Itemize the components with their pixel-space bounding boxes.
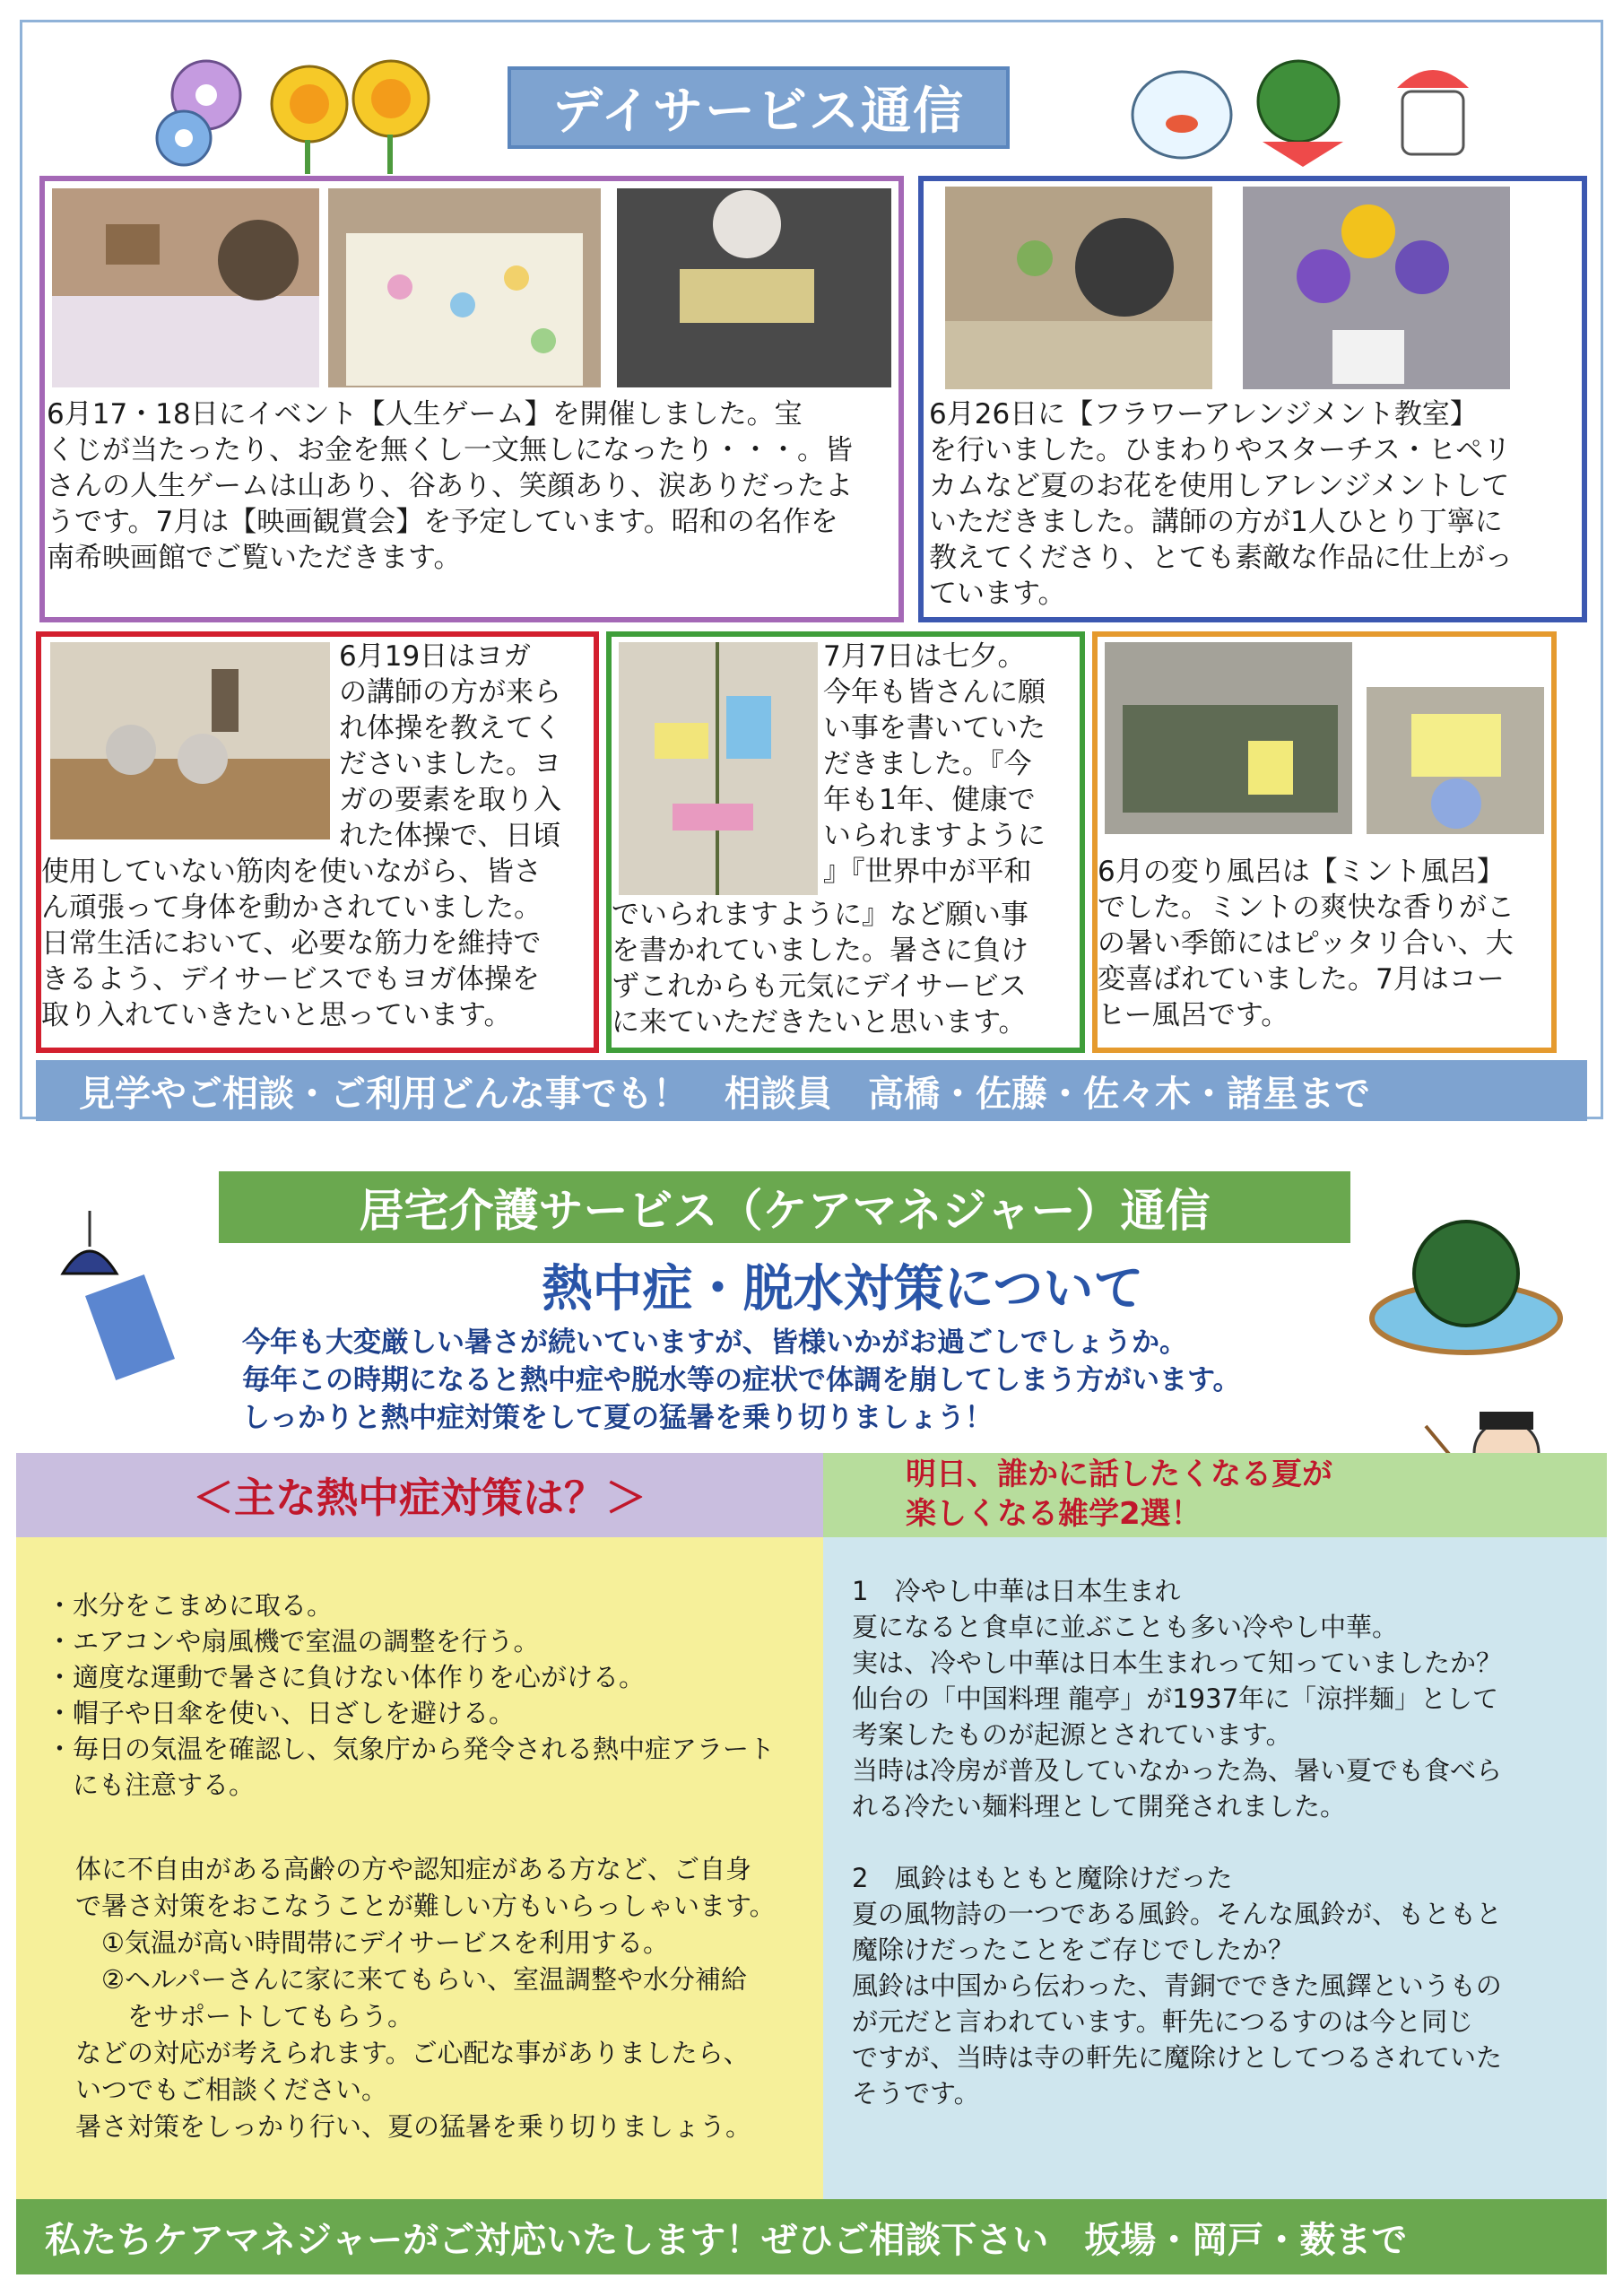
care-manager-title: 居宅介護サービス（ケアマネジャー）通信	[219, 1171, 1350, 1243]
shaved-ice-icon	[1397, 70, 1469, 154]
yoga-photo	[50, 642, 330, 839]
flower-illustration	[143, 41, 439, 176]
summer-illustration	[1128, 52, 1505, 169]
life-game-photo-1-image	[52, 188, 319, 387]
day-service-title: デイサービス通信	[508, 66, 1010, 149]
flower-text: 6月26日に【フラワーアレンジメント教室】 を行いました。ひまわりやスターチス・ヒペリ カムなど夏のお花を使用しアレンジメントして いただきました。講師の方が1人ひとり丁寧に 教えてくださり、とても素敵な作品に仕上がっ ています。	[929, 398, 1513, 610]
heatstroke-measures-list: ・水分をこまめに取る。 ・エアコンや扇風機で室温の調整を行う。 ・適度な運動で暑さに負けない体作りを心がける。 ・帽子や日傘を使い、日ざしを避ける。 ・毎日の気温を確認し、気象庁から発令される熱中症アラート にも注意する。	[47, 1590, 776, 1800]
watermelon-icon	[1258, 61, 1343, 167]
flower-photo-1-image	[945, 187, 1212, 389]
trivia-text: 1 冷やし中華は日本生まれ 夏になると食卓に並ぶことも多い冷やし中華。 実は、冷やし中華は日本生まれって知っていましたか？ 仙台の「中国料理 龍亭」が1937年に「涼拌麺」として 考案したものが起源とされています。 当時は冷房が普及していなかった為、暑い夏でも食べら れる冷たい麺料理として開発されました。 2 風鈴はもともと魔除けだった 夏の風物詩の一つである風鈴。そんな風鈴が、もともと 魔除けだったことをご存じでしたか？ 風鈴は中国から伝わった、青銅でできた風鐸というもの が元だと言われています。軒先につるすのは今と同じ ですが、当時は寺の軒先に魔除けとしてつるされていた そうです。	[852, 1576, 1503, 2109]
bath-photo-1-image	[1105, 642, 1352, 834]
bath-text: 6月の変り風呂は【ミント風呂】 でした。ミントの爽快な香りがこ の暑い季節にはピッタリ合い、大 変喜ばれていました。7月はコー ヒー風呂です。	[1098, 856, 1515, 1031]
tanabata-text-top: 7月7日は七夕。 今年も皆さんに願 い事を書いていた だきました。『今 年も1年、健康で いられますように 』『世界中が平和	[823, 640, 1046, 888]
tanabata-photo	[619, 642, 818, 895]
life-game-photo-2	[328, 188, 601, 387]
day-service-contact: 見学やご相談・ご利用どんな事でも！ 相談員 高橋・佐藤・佐々木・諸星まで	[36, 1060, 1587, 1121]
life-game-photo-1	[52, 188, 319, 387]
yoga-text-top: 6月19日はヨガ の講師の方が来ら れ体操を教えてく ださいました。ヨ ガの要素を取り入 れた体操で、日頃	[339, 640, 561, 852]
bath-photo-2-image	[1367, 687, 1544, 834]
life-game-photo-2-image	[328, 188, 601, 387]
heatstroke-measures-heading: ＜主な熱中症対策は？＞	[16, 1453, 823, 1537]
trivia-heading: 明日、誰かに話したくなる夏が 楽しくなる雑学2選！	[906, 1457, 1332, 1532]
morning-glory-icon	[157, 61, 240, 165]
wind-chime-icon	[45, 1211, 179, 1390]
heatstroke-headline: 熱中症・脱水対策について	[542, 1260, 1144, 1318]
yoga-text-bottom: 使用していない筋肉を使いながら、皆さ ん頑張って身体を動かされていました。 日常生活において、必要な筋力を維持で きるよう、デイサービスでもヨガ体操を 取り入れていきたいと思っています。	[41, 856, 542, 1031]
bath-photo-1	[1105, 642, 1352, 834]
tanabata-photo-image	[619, 642, 818, 895]
sunflower-icon	[272, 61, 429, 174]
care-manager-footer: 私たちケアマネジャーがご対応いたします！ぜひご相談下さい 坂場・岡戸・薮まで	[16, 2199, 1607, 2274]
flower-photo-2	[1243, 187, 1510, 389]
heatstroke-intro: 今年も大変厳しい暑さが続いていますが、皆様いかがお過ごしでしょうか。 毎年この時期になると熱中症や脱水等の症状で体調を崩してしまう方がいます。 しっかりと熱中症対策をして夏の猛暑を乗り切りましょう！	[242, 1326, 1241, 1434]
life-game-photo-3	[617, 188, 891, 387]
yoga-photo-image	[50, 642, 330, 839]
flower-photo-2-image	[1243, 187, 1510, 389]
bath-photo-2	[1367, 687, 1544, 834]
flower-photo-1	[945, 187, 1212, 389]
goldfish-bowl-icon	[1133, 72, 1231, 158]
life-game-text: 6月17・18日にイベント【人生ゲーム】を開催しました。宝 くじが当たったり、お金を無くし一文無しになったり・・・。皆 さんの人生ゲームは山あり、谷あり、笑顔あり、涙ありだったよ うです。7月は【映画観賞会】を予定しています。昭和の名作を 南希映画館でご覧いただきます。	[47, 398, 853, 574]
tanabata-text-bottom: でいられますように』など願い事 を書かれていました。暑さに負け ずこれからも元気にデイサービス に来ていただきたいと思います。	[612, 899, 1028, 1039]
life-game-photo-3-image	[617, 188, 891, 387]
heatstroke-support-text: 体に不自由がある高齢の方や認知症がある方など、ご自身 で暑さ対策をおこなうことが難しい方もいらっしゃいます。 ①気温が高い時間帯にデイサービスを利用する。 ②ヘルパーさんに家に来てもらい、室温調整や水分補給 をサポートしてもらう。 などの対応が考えられます。ご心配な事がありましたら、 いつでもご相談ください。 暑さ対策をしっかり行い、夏の猛暑を乗り切りましょう。	[75, 1854, 776, 2142]
